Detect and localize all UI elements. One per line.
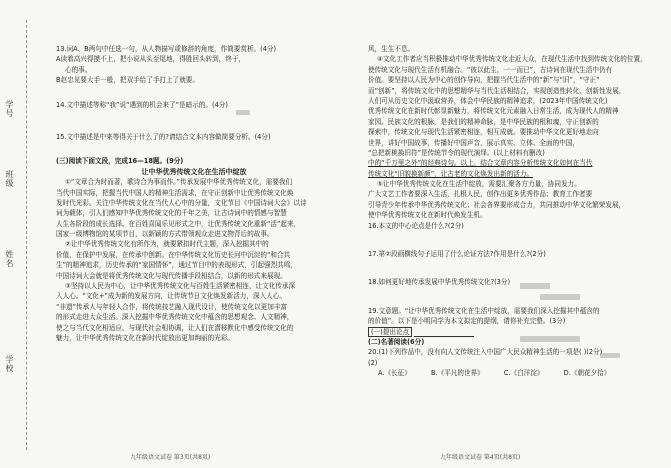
binding-dashed-line <box>26 20 27 450</box>
scan-mark <box>520 283 550 289</box>
outline-item <box>368 327 654 337</box>
scan-mark <box>236 110 250 115</box>
paragraph-4 <box>368 54 654 158</box>
question-20: 20.(1)下列作品中，没有向人文传统注入中国广大民众精神生活的一项是( )(2分) <box>368 348 603 357</box>
answer-space <box>56 86 332 100</box>
paragraph-line: 价值。要坚持以人民为中心的创作导向，把握当代生活中的“新”与“旧”，“守正” <box>368 76 600 85</box>
paragraph-line: 生”的精神追求，历史传承的“家国情怀”，通过节目中的表现形式，引起强烈共鸣， <box>56 261 298 270</box>
scan-mark <box>600 353 620 358</box>
question-19-cont: 的价值”。以下是小明同学为本文拟定的提纲，请你补充完整。(3分) <box>368 317 566 326</box>
options-row <box>368 368 654 378</box>
paragraph-line: 价值，在保护中发展，在传承中创新。在中华传统文化历史长河中沉淀的“和合共 <box>56 250 291 259</box>
paragraph-line: 探索中，传统文化与现代生活紧密相连，相互成就。要推动中华文化更好地走向 <box>368 128 599 137</box>
paragraph-2 <box>56 239 332 281</box>
question-17: 17.第②段画横线句子运用了什么论证方法?作用是什么?(2分) <box>368 250 546 259</box>
question-14: 14.文中描述等称“我”说“遇到的机会来了”是暗示的。(4分) <box>56 100 228 109</box>
paragraph-line: 家园。民族文化的根脉，是我们的精神命脉，是中华民族的根和魂，守正创新的 <box>368 117 599 126</box>
paragraph-line: 而“创新”，将传统文化中的思想精华与当代生活相结合，实现创造性转化、创新性发展， <box>368 86 626 95</box>
paragraph-line: ①“文章合为时而著，歌诗合为事而作。”传承发展中华优秀传统文化，需要我们 <box>65 178 293 187</box>
question-20-part-2: (2) <box>368 358 378 367</box>
answer-space <box>56 110 332 132</box>
paragraph-line: 广大文艺工作者要深入生活，扎根人民，创作出更多优秀作品；教育工作者要 <box>368 190 593 199</box>
answer-blank[interactable] <box>414 329 474 337</box>
option-b[interactable]: B.《平凡的世界》 <box>430 369 484 378</box>
left-column <box>56 0 332 343</box>
answer-space <box>56 142 332 156</box>
scan-mark <box>540 294 580 300</box>
binding-label-id: 学号 <box>5 100 14 118</box>
paragraph-line: 人们可从历史文化中汲取营养，体会中华民族的精神追求，(2023年中国传统文化) <box>368 96 608 105</box>
paragraph-line: 入人心。“文化+”成为新的发展方向，让传统节日文化焕发新活力，深入人心。 <box>56 292 286 301</box>
paragraph-line: 国家一级博物馆的某项节目，以新颖的方式带领观众走进文物背后的故事。 <box>56 230 274 239</box>
footer-left: 九年级语文试卷 第3页(共8页) <box>130 454 211 461</box>
underlined-line: 传统文化“旧貌换新颜”，让古老的文化焕发出新的活力。 <box>368 169 534 178</box>
section-3-heading: (三)阅读下面文段，完成16—18题。(9分) <box>56 157 184 166</box>
binding-label-name: 姓名 <box>5 250 14 268</box>
option-c[interactable]: C.《白洋淀》 <box>503 369 544 378</box>
question-15: 15.文中描述是中来等得关于什么了的?请结合文本内容做简要分析。(4分) <box>56 132 271 141</box>
paragraph-line: ②让中华优秀传统文化有所作为，就要紧扣时代主题，深入挖掘其中的 <box>65 240 269 249</box>
question-13: 13.词A、B两句中任选一句，从人物描写或修辞的角度，作简要赏析。(4分) <box>56 45 277 53</box>
option-a[interactable]: A.《长征》 <box>378 369 411 378</box>
paragraph-line: 的形式走进大众生活。深入挖掘中华优秀传统文化中蕴含的思想观念、人文精神， <box>56 313 294 322</box>
paragraph-line: 词为载体，引人们感知中华优秀传统文化的千年之美，让古诗词中的情感与智慧 <box>56 209 287 218</box>
binding-margin <box>0 0 52 468</box>
paragraph-3 <box>56 281 332 343</box>
paragraph-line: ⑤让中华优秀传统文化在生活中绽放，需要汇聚各方力量，协同发力。 <box>377 180 581 189</box>
paragraph-line: 使中华优秀传统文化在新时代焕发生机。 <box>368 211 487 220</box>
paragraph-line: “总把新桃换旧符”是传统节令的现代演绎。(以上材料有删改) <box>368 148 545 157</box>
question-16: 16.本文的中心论点是什么?(2分) <box>368 221 464 230</box>
answer-space <box>368 231 654 249</box>
question-13-option-a-cont: 心的事。 <box>65 65 92 74</box>
outline-box: (一)提出论点 <box>368 327 412 337</box>
binding-label-school: 学校 <box>5 355 14 373</box>
paragraph-line: 引导青少年传承中华优秀传统文化；社会各界要形成合力，共同推动中华文化繁荣发展， <box>368 200 626 209</box>
question-13-option-a: A读着高兴得摸不上，把小说从头至尾地，得胜回头转到，终于， <box>56 55 246 64</box>
paragraph-line: ④文化工作者应当积极推动中华优秀传统文化走近大众，在现代生活中找到传统文化的位置， <box>377 55 647 64</box>
underlined-line: 中的“千万里之外”的经典诗句。以上，结合文章内容分析传统文化如何在当代 <box>368 159 593 168</box>
article-title: 让中华优秀传统文化在生活中绽放 <box>141 167 247 176</box>
paragraph-line: 使之与当代文化相适应、与现代社会相协调，让人们在潜移默化中感受传统文化的 <box>56 323 294 332</box>
right-column <box>368 0 654 379</box>
paragraph-line: 优秀传统文化在新时代彰显新魅力，将传统文化元素融入日常生活，成为现代人的精神 <box>368 107 619 116</box>
question-19: 19.文意题。“让中华优秀传统文化在生活中绽放，需要我们深入挖掘其中蕴含的 <box>368 306 600 315</box>
footer-right: 九年级语文试卷 第4页(共8页) <box>440 454 521 461</box>
answer-space <box>368 259 654 277</box>
paragraph-line: 人生各阶段的成长选择。在百姓喜闻乐见形式之中，让优秀传统文化重新“活”起来， <box>56 219 301 228</box>
section-heading: (二)名著阅读(6分) <box>368 337 425 346</box>
paragraph-line: 当代中国实际，把握当代中国人的精神生活需求，在守正创新中让优秀传统文化焕 <box>56 188 294 197</box>
scan-mark <box>520 336 580 342</box>
binding-label-class: 班级 <box>5 170 14 188</box>
question-13-option-b: B赵忠见要大手一般，把双手给了手打上了就要。 <box>56 76 199 85</box>
answer-space <box>368 288 654 306</box>
paragraph-line: 中国诗词大会就是将优秀传统文化与现代传播手段相结合，以新的形式来展现。 <box>56 271 287 280</box>
paragraph-line: “非遗”传承人与年轻人合作，将传统技艺融入现代设计，使传统文化以更加丰富 <box>56 302 288 311</box>
question-18: 18.如何更好地传承发展中华优秀传统文化?(3分) <box>368 278 511 287</box>
paragraph-line: 魅力，让中华优秀传统文化在新时代绽放出更加绚丽的光彩。 <box>56 333 235 342</box>
paragraph-line: 使传统文化与现代生活有机融合。“彼以此生，一一而已”，古诗词在现代生活中仍有 <box>368 65 613 74</box>
paragraph-line: 发时代光彩。关注中华传统文化在当代人心中的分量，文化节目《中国诗词大会》以诗 <box>56 198 307 207</box>
paragraph-end: 风，生生不息。 <box>368 45 415 53</box>
paragraph-1 <box>56 177 332 239</box>
paragraph-line: ③坚持以人民为中心，让中华优秀传统文化与百姓生活紧密相连，让文化传承深 <box>65 282 296 291</box>
paragraph-line: 世界，讲好中国故事，传播好中国声音，展示真实、立体、全面的中国， <box>368 138 579 147</box>
option-d[interactable]: D.《朝花夕拾》 <box>563 369 611 378</box>
